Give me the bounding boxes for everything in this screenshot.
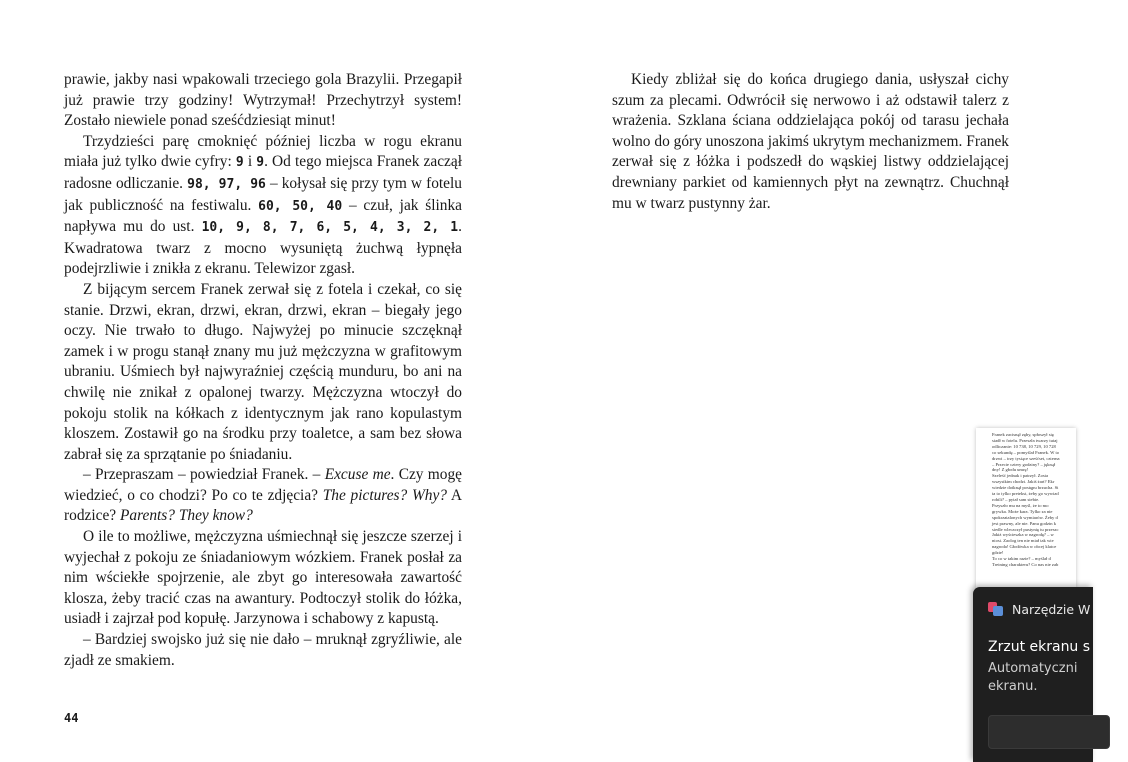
p4-italic-1: Excuse me: [324, 466, 391, 484]
thumbnail-line: Szeleść jednak i patrzył. Zosta: [992, 473, 1048, 479]
p4-italic-2: The pictures? Why?: [322, 486, 448, 504]
paragraph-3: Z bijącym sercem Franek zerwał się z fotela i czekał, co się stanie. Drzwi, ekran, drzwi, ekran, drzwi, ekran – biegały jego oczy. Nie trwało to długo. Najwyżej po minucie szczęknął zamek i w progu stanął znany mu już mężczyzna w grafitowym ubraniu. Uśmiech był najwyraźniej częścią munduru, bo ani na chwilę nie znikał z opalonej twarzy. Mężczyzna wtoczył do pokoju stolik na kółkach z identycznym jak rano kopulastym kloszem. Zostawił go na środku przy toaletce, a sam bez słowa zabrał się za sprzątanie po śniadaniu.: [64, 280, 462, 463]
p2-text-4: – kołysał się przy tym w fotelu jak publiczność na festiwalu.: [64, 174, 462, 214]
thumbnail-line: odliczanie: 10 738, 10 729, 10 728: [992, 443, 1056, 449]
p2-text-5: – czuł, jak ślinka napływa mu do ust.: [64, 196, 462, 236]
p2-number-3: 98, 97, 96: [187, 176, 266, 192]
paragraph-2: [64, 132, 462, 280]
thumbnail-line: niosi. Zaolog ten nie miał tak wie: [992, 538, 1054, 544]
paragraph-1: prawie, jakby nasi wpakowali trzeciego gola Brazylii. Przegapił już prawie trzy godziny! Wytrzymał! Przechytrzył system! Zostało niewiele ponad sześćdziesiąt minut!: [64, 71, 462, 130]
next-page-thumbnail[interactable]: [976, 428, 1076, 588]
snipping-tool-icon: [988, 601, 1004, 617]
paragraph-4: [64, 465, 462, 527]
thumbnail-line: nagroda! Głodówka w obcej klatce: [992, 544, 1057, 550]
thumbnail-line: dny! Z głodu umrę!: [992, 467, 1029, 473]
thumbnail-line: Treining charakteru? Co nas nie zab: [992, 561, 1059, 567]
thumbnail-line: drzwi – trzy tysiące sześćset, czterna: [992, 455, 1060, 461]
page-number: 44: [64, 711, 79, 725]
thumbnail-line: Jakiż wyścieszka w nagrodę? – w: [992, 532, 1054, 538]
thumbnail-line: robili? – pytał sam siebie.: [992, 496, 1040, 502]
thumbnail-line: Franek zacisnął zęby, spłoszył się: [992, 432, 1054, 437]
screenshot-notification[interactable]: [973, 587, 1093, 762]
thumbnail-line: co sekundę – pomyślał Franek. W to: [992, 449, 1060, 455]
right-page: [612, 70, 1009, 214]
notification-body: [988, 660, 1128, 696]
paragraph-6: – Bardziej swojsko już się nie dało – mruknął zgryźliwie, ale zjadł ze smakiem.: [64, 631, 462, 669]
notification-title: Zrzut ekranu s: [988, 639, 1091, 655]
p2-number-4: 60, 50, 40: [258, 198, 343, 214]
p2-number-5: 10, 9, 8, 7, 6, 5, 4, 3, 2, 1: [201, 220, 459, 236]
thumbnail-line: siadł w fotelu. Przeszła twarzy tutaj: [992, 437, 1058, 443]
thumbnail-line: ta to tylko pretekst, żeby go wywiad: [992, 491, 1059, 497]
p2-text-1: Trzydzieści parę cmoknięć później liczba w rogu ekranu miała już tylko dwie cyfry:: [64, 132, 462, 171]
notification-body-line-2: ekranu.: [988, 679, 1038, 694]
thumbnail-line: gdzie!: [992, 550, 1004, 556]
paragraph-5: O ile to możliwe, mężczyzna uśmiechnął się jeszcze szerzej i wyjechał z pokoju ze śniadaniowym wózkiem. Franek posłał za nim wściekłe spojrzenie, ale zbyt go interesowała zawartość klosza, żeby tracić czas na awantury. Podtoczył stolik do łóżka, usiadł i zajrzał pod kopułę. Jarzynowa i schabowy z kapustą.: [64, 528, 462, 628]
notification-app-name: Narzędzie W: [1012, 601, 1091, 617]
thumbnail-text: [976, 428, 1076, 568]
thumbnail-line: wiedzie dotknął postępu brzucha. Si: [992, 485, 1059, 491]
notification-header: [988, 601, 1090, 617]
p4-italic-3: Parents? They know?: [119, 507, 253, 525]
p2-number-1: 9: [235, 155, 244, 171]
thumbnail-line: siedle wlecaczył pustynię tu przeszc: [992, 526, 1059, 532]
p4-text-2: . Czy mogę wiedzieć, o co chodzi? Po co te zdjęcia?: [64, 466, 463, 504]
thumbnail-line: jest prawny, ale nie. Panu godzin k: [992, 520, 1056, 526]
thumbnail-line: – Przecie cztery godziny? – jęknął: [992, 461, 1056, 467]
p2-text-3: . Od tego miejsca Franek zaczął radosne odliczanie.: [64, 153, 462, 192]
p2-text-2: i: [243, 153, 257, 171]
notification-body-line-1: Automatyczni: [988, 661, 1078, 676]
p4-text-3: A rodzice?: [64, 486, 463, 525]
left-page: [64, 70, 462, 671]
thumbnail-line: spokrzatalonych wymiarów. Żeby d: [992, 514, 1058, 520]
thumbnail-line: wszystkim chodzi. Jakiś żart? Ekr: [992, 479, 1055, 485]
p2-text-6: . Kwadratowa twarz z mocno wysuniętą żuchwą łypnęła podejrzliwie i znikła z ekranu. Telewizor zgasł.: [64, 218, 462, 278]
thumbnail-line: Przyszło mu na myśl, że to mo: [992, 502, 1049, 508]
notification-action-button[interactable]: [988, 715, 1110, 749]
thumbnail-line: grywka. Może kara. Tylko za nie: [992, 508, 1053, 514]
right-paragraph-1: Kiedy zbliżał się do końca drugiego dania, usłyszał cichy szum za plecami. Odwrócił się nerwowo i aż odstawił talerz z wrażenia. Szklana ściana oddzielająca pokój od tarasu jechała wolno do góry unoszona jakimś ukrytym mechanizmem. Franek zerwał się z łóżka i podszedł do wąskiej listwy oddzielającej drewniany parkiet od kamiennych płyt na zewnątrz. Chuchnął mu w twarz pustynny żar.: [612, 71, 1009, 212]
p4-text-1: – Przepraszam – powiedział Franek. –: [83, 466, 325, 484]
p2-number-2: 9: [256, 155, 265, 171]
thumbnail-line: To co w takim razie? – myślał d: [992, 556, 1051, 562]
